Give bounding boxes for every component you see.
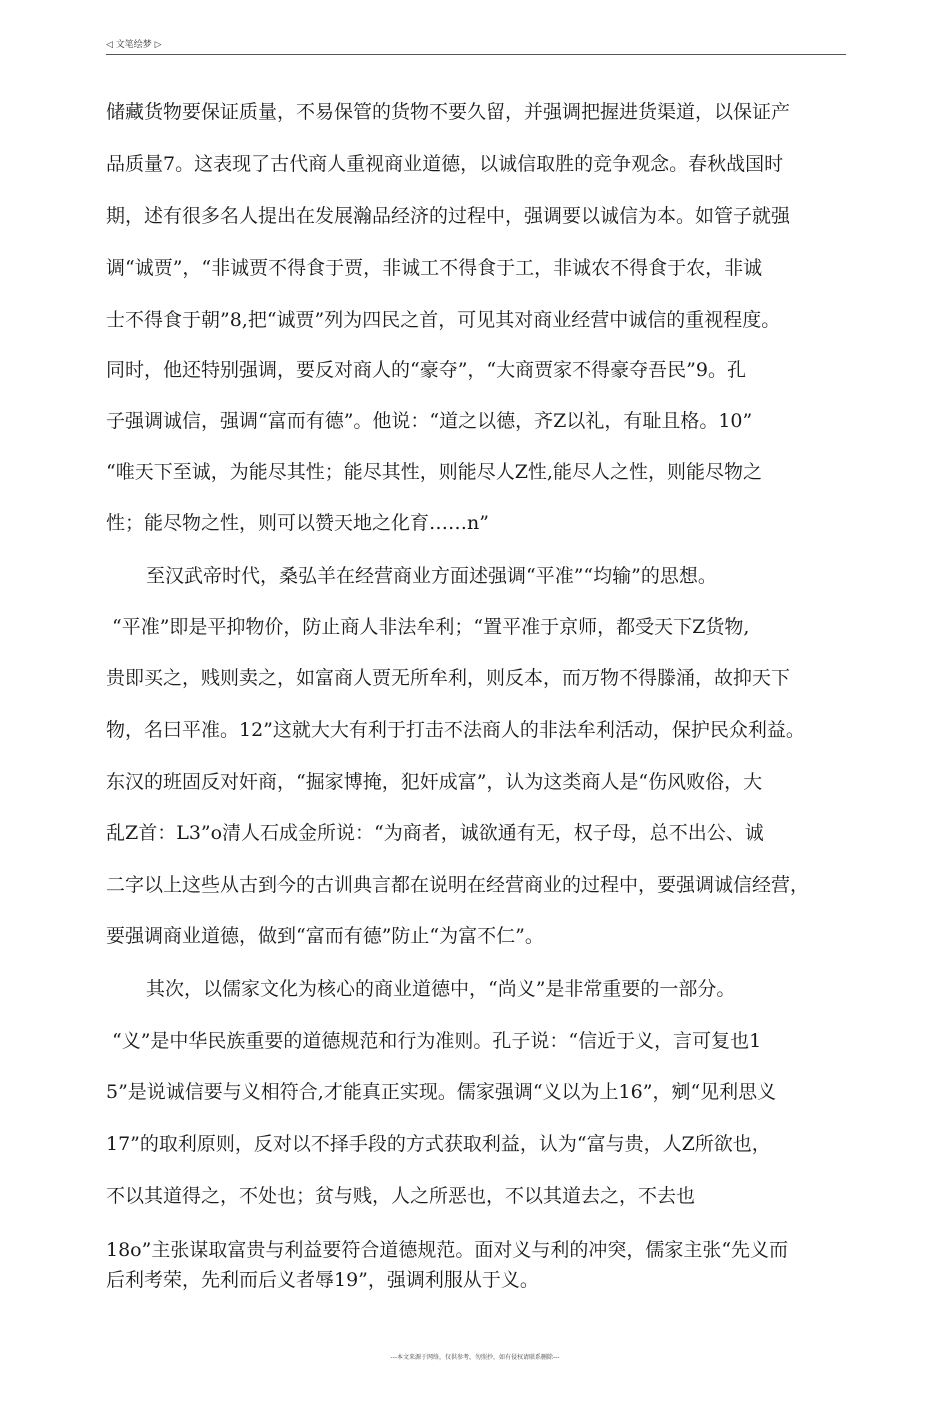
header-text: ◁ 文笔绘梦 ▷ xyxy=(106,40,162,50)
text-line: 士不得食于朝”8,把“诚贾”列为四民之首，可见其对商业经营中诚信的重视程度。 xyxy=(106,309,781,331)
text-line: 调“诚贾”，“非诚贾不得食于贾，非诚工不得食于工，非诚农不得食于农，非诚 xyxy=(106,257,763,279)
text-line: 其次，以儒家文化为核心的商业道德中，“尚义”是非常重要的一部分。 xyxy=(146,978,736,1000)
text-line: “平准”即是平抑物价，防止商人非法牟利；“置平准于京师，都受天下Z货物, xyxy=(112,616,750,638)
text-line: 二字以上这些从古到今的古训典言都在说明在经营商业的过程中，要强调诚信经营， xyxy=(106,874,810,896)
text-line: 17”的取利原则，反对以不择手段的方式获取利益，认为“富与贵，人Z所欲也， xyxy=(106,1133,771,1155)
text-line: 性；能尽物之性，则可以赞天地之化育……n” xyxy=(106,512,489,534)
text-line: 东汉的班固反对奸商，“掘家博掩，犯奸成富”，认为这类商人是“伤风败俗，大 xyxy=(106,771,763,793)
text-line: 同时，他还特别强调，要反对商人的“豪夺”，“大商贾家不得豪夺吾民”9。孔 xyxy=(106,359,746,381)
text-line: 18o”主张谋取富贵与利益要符合道德规范。面对义与利的冲突，儒家主张“先义而 xyxy=(106,1239,789,1261)
text-line: 5”是说诚信要与义相符合,才能真正实现。儒家强调“义以为上16”，剜“见利思义 xyxy=(106,1081,777,1103)
text-line: 物，名曰平准。12”这就大大有利于打击不法商人的非法牟利活动，保护民众利益。 xyxy=(106,719,805,741)
page-footer: ---本文来源于网络，仅供参考，勿照抄，如有侵权请联系删除--- xyxy=(390,1354,560,1361)
text-line: “唯天下至诚，为能尽其性；能尽其性，则能尽人Z性,能尽人之性，则能尽物之 xyxy=(106,461,762,483)
text-line: 期，述有很多名人提出在发展瀚品经济的过程中，强调要以诚信为本。如管子就强 xyxy=(106,205,791,227)
text-line: 乱Z首：L3”o清人石成金所说：“为商者，诚欲通有无，权子母，总不出公、诚 xyxy=(106,822,764,844)
text-line: 至汉武帝时代，桑弘羊在经营商业方面述强调“平准”“均输”的思想。 xyxy=(146,565,717,587)
text-line: “义”是中华民族重要的道德规范和行为准则。孔子说：“信近于义，言可复也1 xyxy=(112,1030,762,1052)
text-line: 贵即买之，贱则卖之，如富商人贾无所牟利，则反本，而万物不得滕涌，故抑天下 xyxy=(106,667,791,689)
text-line: 后利考荣，先利而后义者辱19”，强调利服从于义。 xyxy=(106,1269,539,1291)
text-line: 储藏货物要保证质量，不易保管的货物不要久留，并强调把握进货渠道，以保证产 xyxy=(106,101,791,123)
text-line: 要强调商业道德，做到“富而有德”防止“为富不仁”。 xyxy=(106,925,544,947)
text-line: 不以其道得之，不处也；贫与贱，人之所恶也，不以其道去之，不去也 xyxy=(106,1185,696,1207)
text-line: 子强调诚信，强调“富而有德”。他说：“道之以德，齐Z以礼，有耻且格。10” xyxy=(106,410,753,432)
text-line: 品质量7。这表现了古代商人重视商业道德，以诚信取胜的竞争观念。春秋战国时 xyxy=(106,153,784,175)
page-header xyxy=(106,38,846,55)
